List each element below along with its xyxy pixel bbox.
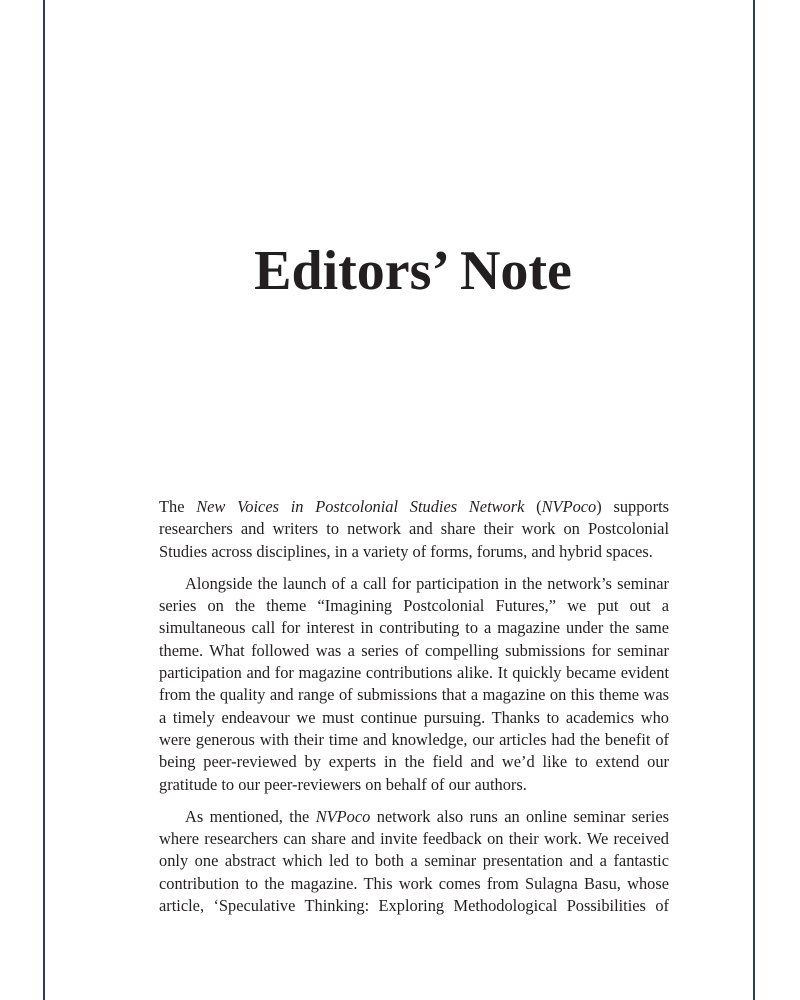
paragraph-seminar-text-2: network also runs an online seminar series where researchers can share and invite feedback on their work. We received only one abstract which led to both a seminar presentation and a fantastic contribution to the magazine. This work comes from Sulagna Basu, whose article, ‘Speculative Thinking: Exploring Methodological Possibilities of bbox=[159, 806, 669, 916]
network-abbreviation-2: NVPoco bbox=[315, 806, 371, 826]
paragraph-intro-text-2: ( bbox=[524, 497, 542, 516]
network-name: New Voices in Postcolonial Studies Network bbox=[196, 497, 525, 516]
paragraph-seminar bbox=[159, 806, 669, 917]
network-abbreviation: NVPoco bbox=[541, 497, 597, 516]
paragraph-intro bbox=[159, 496, 669, 563]
left-border-rule bbox=[43, 0, 45, 1000]
paragraph-intro-text-3: ) supports researchers and writers to network and share their work on Postcolonial Studies across disciplines, in a variety of forms, forums, and hybrid spaces. bbox=[159, 497, 669, 561]
page-title: Editors’ Note bbox=[254, 240, 572, 302]
paragraph-seminar-text-1: As mentioned, the bbox=[185, 806, 316, 826]
right-border-rule bbox=[753, 0, 755, 1000]
body-text bbox=[159, 496, 669, 927]
paragraph-intro-text-1: The bbox=[159, 497, 197, 516]
paragraph-launch: Alongside the launch of a call for participation in the network’s seminar series on the theme “Imagining Postcolonial Futures,” we put out a simultaneous call for interest in contributing to a magazine under the same theme. What followed was a series of compelling submissions for seminar participation and for magazine contributions alike. It quickly became evident from the quality and range of submissions that a magazine on this theme was a timely endeavour we must continue pursuing. Thanks to academics who were generous with their time and knowledge, our articles had the benefit of being peer-reviewed by experts in the field and we’d like to extend our gratitude to our peer-reviewers on behalf of our authors. bbox=[159, 573, 669, 794]
